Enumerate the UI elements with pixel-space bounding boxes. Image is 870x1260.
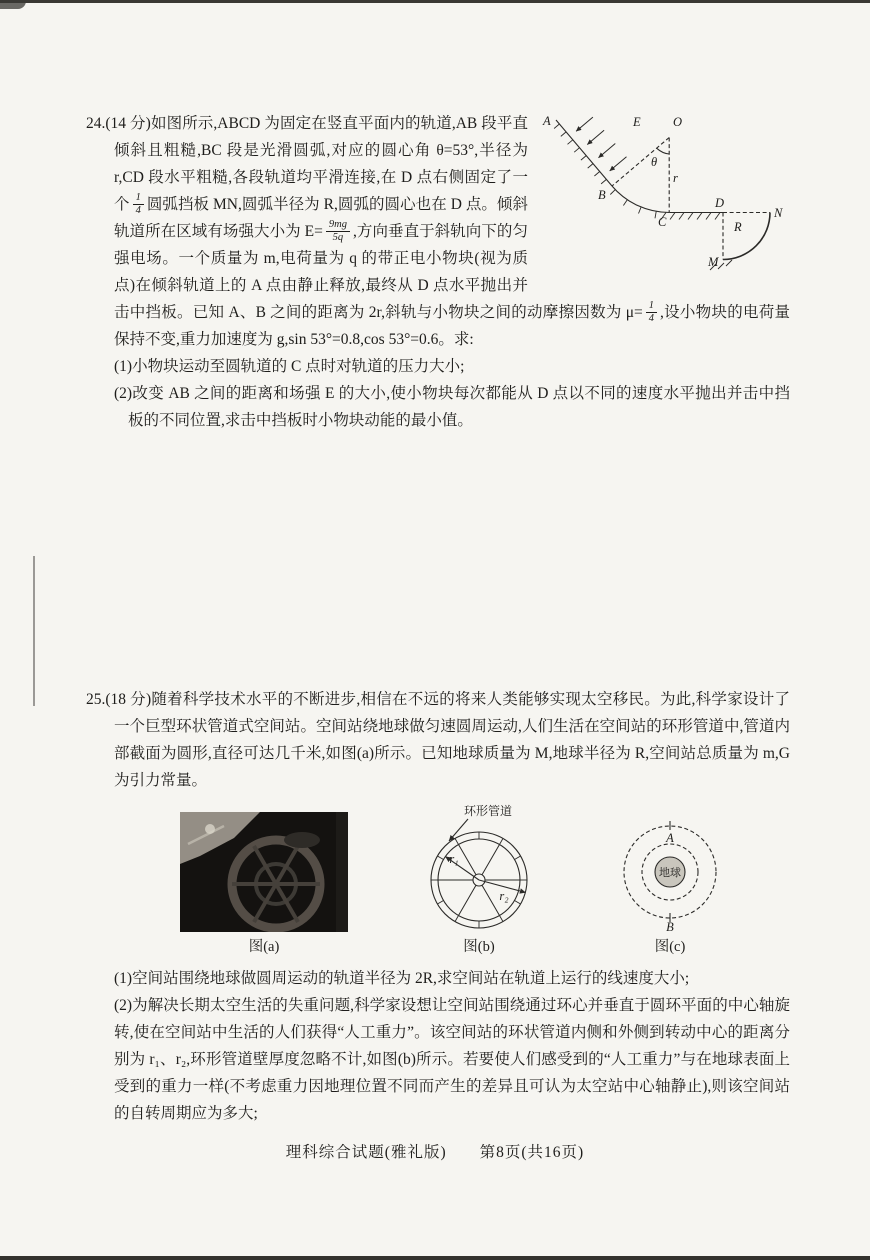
figure-a-caption: 图(a): [248, 939, 280, 955]
label-M: M: [708, 255, 719, 269]
fraction-one-quarter: $\frac{1}{4}$: [133, 192, 144, 217]
q24-text-2: 圆弧挡板 MN,圆弧半径为 R,圆弧的圆心也在 D 点。倾斜轨道所在区域有场强大小为 E=: [114, 196, 528, 240]
incline-hatching: [554, 124, 606, 184]
question-25: [86, 686, 790, 1127]
label-B: B: [666, 920, 674, 932]
track-diagram-svg: [538, 112, 790, 284]
q24-part-2: (2)改变 AB 之间的距离和场强 E 的大小,使小物块每次都能从 D 点以不同的速度水平抛出并击中挡板的不同位置,求击中挡板时小物块动能的最小值。: [114, 385, 790, 429]
question-24-body: [86, 110, 790, 353]
label-N: N: [774, 206, 783, 220]
scan-edge-top: [0, 0, 870, 3]
field-arrows: [576, 117, 626, 171]
theta-angle-arc: [657, 148, 670, 154]
q25-part-2: (2)为解决长期太空生活的失重问题,科学家设想让空间站围绕通过环心并垂直于圆环平面的中心轴旋转,使在空间站中生活的人们获得“人工重力”。该空间站的环状管道内侧和外侧到转动中心的距离分别为 r₁、r₂,环形管道壁厚度忽略不计,如图(b)所示。若要使人们感受到的“人工重力”与在地球表面上受到的重力一样(不考虑重力因地理位置不同而产生的差异且可认为太空站中心轴静止),则该空间站的自转周期应为多大;: [114, 997, 790, 1122]
q24-text-1: 24.(14 分)如图所示,ABCD 为固定在竖直平面内的轨道,AB 段平直倾斜且粗糙,BC 段是光滑圆弧,对应的圆心角 θ=53°,半径为 r,CD 段水平粗糙,各段轨道均平滑连接,在 D 点右侧固定了一个: [86, 115, 528, 213]
label-r: r: [673, 171, 678, 185]
q24-part-1: (1)小物块运动至圆轨道的 C 点时对轨道的压力大小;: [114, 358, 465, 375]
label-D: D: [715, 196, 725, 210]
q25-part-1: (1)空间站围绕地球做圆周运动的轨道半径为 2R,求空间站在轨道上运行的线速度大小;: [114, 970, 690, 987]
label-B: B: [598, 188, 606, 202]
q24-text-3: ,方向垂直于斜轨向下的匀强电场。一个质量为 m,电荷量为 q 的带正电小物块(视为质点)在倾斜轨道上的 A 点由静止释放,最终从 D 点水平抛出并击中挡板。已知 A、B 之间的距离为 2r,斜轨与小物块之间的动摩擦因数为 μ=: [114, 223, 643, 321]
label-O: O: [673, 115, 683, 129]
label-r1: r₁: [449, 852, 459, 866]
scan-left-artifact: [33, 556, 35, 706]
label-A: A: [543, 114, 551, 128]
label-E: E: [633, 115, 641, 129]
label-C: C: [658, 215, 667, 229]
earth-orbit-svg: [610, 814, 730, 932]
earth-label: 地球: [659, 867, 681, 879]
figure-q24-track-diagram: [538, 112, 790, 284]
space-station-photo: [180, 812, 348, 932]
figure-c-caption: 图(c): [654, 939, 686, 955]
page-content: [86, 110, 790, 1127]
radius-construction: [612, 138, 669, 213]
fraction-mu-one-quarter: $\frac{1}{4}$: [646, 300, 657, 325]
q24-text-4: ,设小物块的电荷量保持不变,重力加速度为 g,sin 53°=0.8,cos 53°=0.6。求:: [114, 304, 790, 348]
figure-b-caption: 图(b): [463, 939, 495, 955]
ring-station-svg: [404, 802, 554, 932]
figure-c-orbit: [610, 814, 730, 957]
label-R: R: [734, 220, 742, 234]
label-theta: θ: [651, 155, 658, 169]
q25-intro: 25.(18 分)随着科学技术水平的不断进步,相信在不远的将来人类能够实现太空移民。为此,科学家设计了一个巨型环状管道式空间站。空间站绕地球做匀速圆周运动,人们生活在空间站的环形管道中,管道内部截面为圆形,直径可达几千米,如图(a)所示。已知地球质量为 M,地球半径为 R,空间站总质量为 m,G 为引力常量。: [86, 691, 790, 789]
question-24: [86, 110, 790, 434]
ring-tube-label: 环形管道: [463, 804, 513, 818]
figure-a-photo: [180, 812, 348, 957]
page-footer: 理科综合试题(雅礼版) 第8页(共16页): [285, 1144, 585, 1161]
figure-b-ring: [404, 802, 554, 957]
scan-corner-artifact: [0, 0, 26, 9]
label-r2: r₂: [499, 889, 509, 903]
ring-tube-pointer: [449, 819, 468, 841]
fraction-9mg-5q: $\frac{9mg}{5q}$: [326, 219, 350, 244]
label-A: A: [666, 831, 674, 845]
scan-edge-bottom: [0, 1256, 870, 1260]
q25-figures: [180, 802, 790, 957]
